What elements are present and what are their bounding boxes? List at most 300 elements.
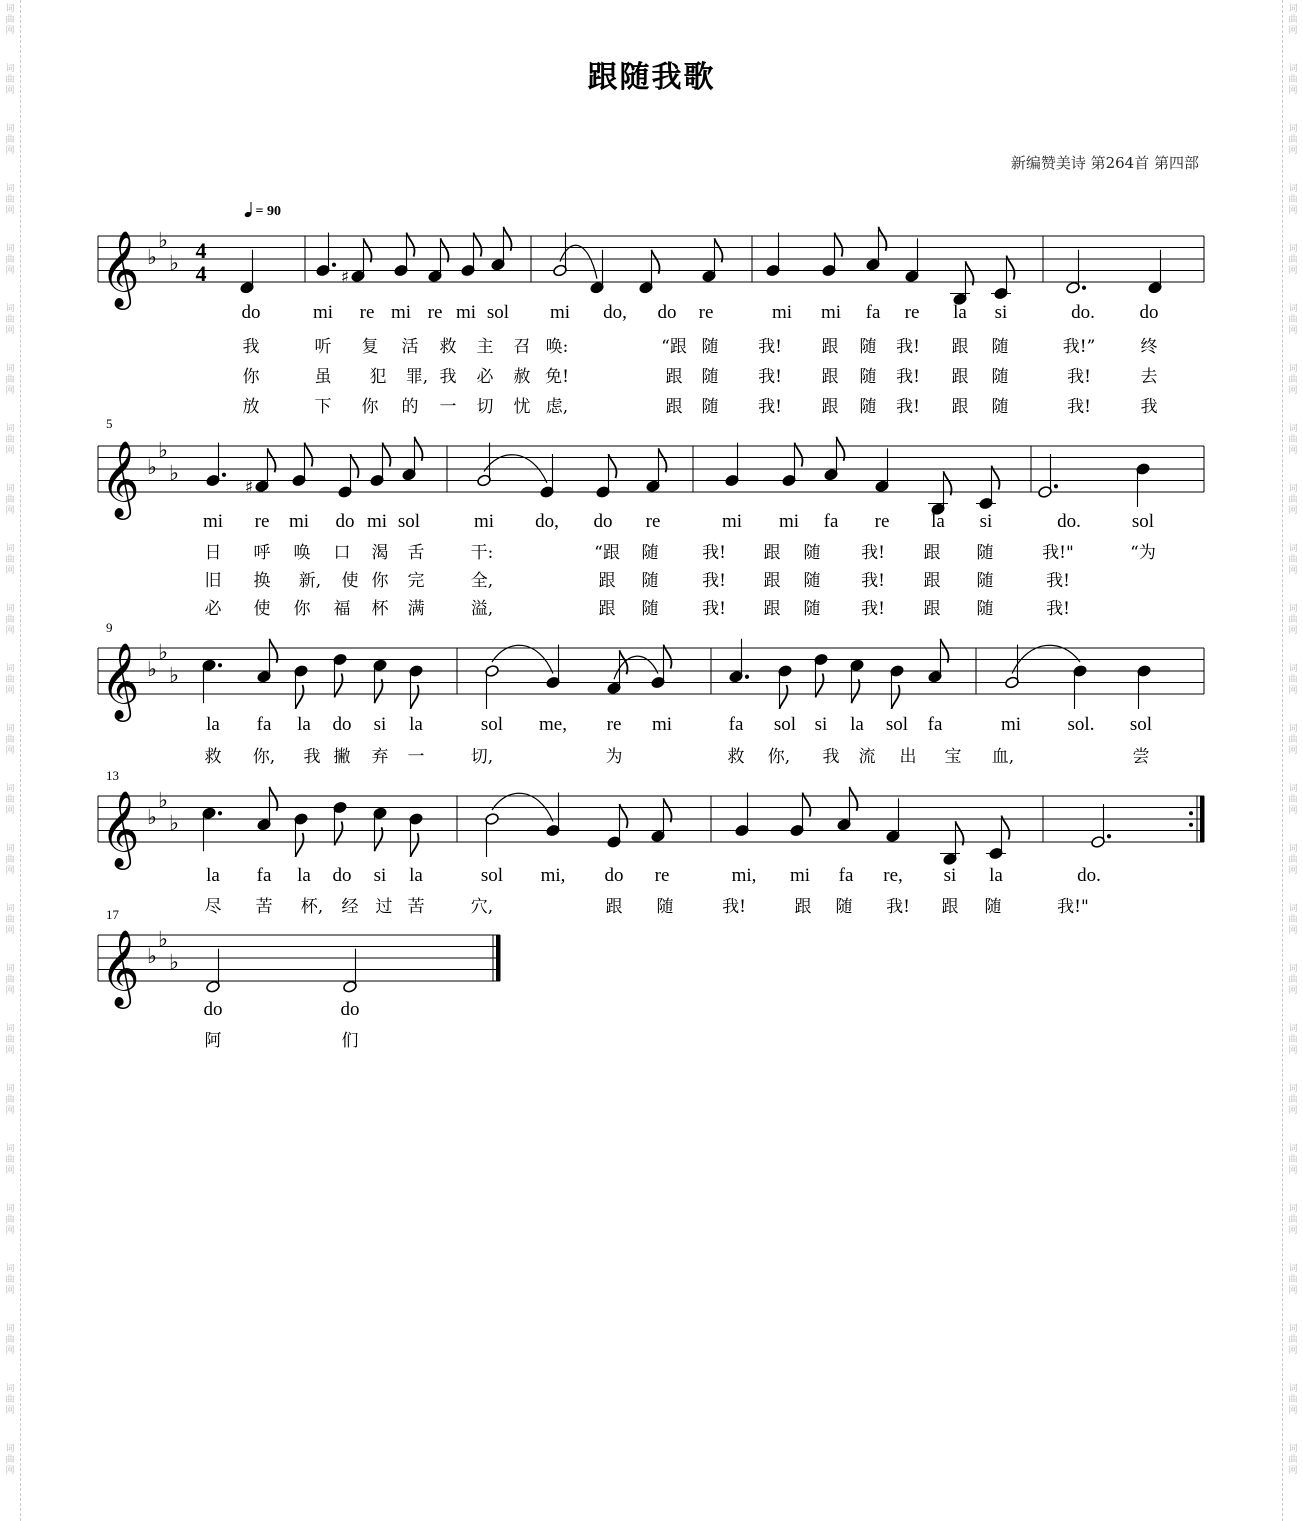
time-signature-bottom: 4 <box>195 261 207 286</box>
verse-1-syllable: 随 <box>656 897 674 917</box>
treble-clef-icon: 𝄞 <box>100 929 140 1006</box>
flat-icon: ♭ <box>158 437 168 462</box>
verse-1-syllable: 随 <box>803 543 821 563</box>
watermark-char: 曲 <box>1288 495 1298 505</box>
watermark-char: 网 <box>5 806 15 816</box>
solfa-syllable: fa <box>256 865 272 886</box>
measure-number: 17 <box>106 907 119 922</box>
watermark-char: 词 <box>5 1204 15 1214</box>
watermark-char: 曲 <box>1288 1155 1298 1165</box>
solfa-syllable: fa <box>823 511 839 532</box>
verse-2-syllable: 换 <box>253 571 271 591</box>
watermark-char: 曲 <box>5 435 15 445</box>
watermark-char: 曲 <box>1288 1455 1298 1465</box>
watermark-char: 曲 <box>5 1335 15 1345</box>
repeat-dot <box>1189 811 1193 815</box>
verse-2-syllable: 必 <box>476 367 494 387</box>
watermark-char: 曲 <box>5 975 15 985</box>
solfa-syllable: si <box>994 302 1008 323</box>
verse-2-syllable: 我 <box>439 367 457 387</box>
watermark-char: 曲 <box>1288 975 1298 985</box>
watermark-char: 曲 <box>5 255 15 265</box>
watermark-char: 曲 <box>1288 915 1298 925</box>
watermark-char: 曲 <box>5 735 15 745</box>
watermark-char: 曲 <box>1288 15 1298 25</box>
verse-3-syllable: 福 <box>333 599 351 619</box>
solfa-syllable: mi <box>778 511 800 532</box>
watermark-char: 网 <box>5 146 15 156</box>
watermark-char: 词 <box>5 1444 15 1454</box>
solfa-syllable: re <box>874 511 890 532</box>
verse-2-syllable: 我! <box>758 367 782 387</box>
song-title: 跟随我歌 <box>587 60 716 95</box>
watermark-char: 曲 <box>5 1095 15 1105</box>
watermark-char: 词 <box>1288 124 1298 134</box>
flat-icon: ♭ <box>158 227 168 252</box>
watermark-char: 词 <box>5 1324 15 1334</box>
solfa-syllable: do, <box>603 302 627 323</box>
watermark-char: 网 <box>1288 506 1298 516</box>
watermark-char: 词 <box>1288 1024 1298 1034</box>
verse-1-syllable: 救 <box>204 747 222 767</box>
watermark-char: 网 <box>1288 866 1298 876</box>
verse-1-syllable: 跟 <box>923 543 941 563</box>
verse-3-syllable: 切 <box>476 397 494 417</box>
watermark-char: 曲 <box>1288 375 1298 385</box>
solfa-syllable: do <box>1139 302 1159 323</box>
verse-1-syllable: 救 <box>727 747 745 767</box>
solfa-syllable: re <box>254 511 270 532</box>
watermark-char: 词 <box>1288 604 1298 614</box>
measure-number: 13 <box>106 768 119 783</box>
watermark-char: 曲 <box>5 555 15 565</box>
watermark-char: 曲 <box>1288 735 1298 745</box>
measure-number: 9 <box>106 620 113 635</box>
verse-2-syllable: 完 <box>407 571 425 591</box>
verse-1-syllable: 切, <box>470 747 494 767</box>
augmentation-dot <box>222 473 226 477</box>
hymnal-source: 新编赞美诗 第264首 第四部 <box>1010 154 1199 172</box>
verse-3-syllable: 随 <box>701 397 719 417</box>
flat-icon: ♭ <box>158 639 168 664</box>
verse-1-syllable: 随 <box>976 543 994 563</box>
verse-2-syllable: 跟 <box>923 571 941 591</box>
solfa-syllable: sol <box>480 714 504 735</box>
eighth-flag <box>780 685 788 709</box>
solfa-syllable: do. <box>1077 865 1101 886</box>
verse-2-syllable: 罪, <box>405 367 429 387</box>
verse-2-syllable: 犯 <box>369 367 387 387</box>
verse-1-syllable: 我! <box>886 897 910 917</box>
verse-3-syllable: 跟 <box>763 599 781 619</box>
flat-icon: ♭ <box>169 810 179 835</box>
sharp-icon: ♯ <box>340 267 350 288</box>
solfa-syllable: do. <box>1057 511 1081 532</box>
verse-2-syllable: 免! <box>545 367 569 387</box>
watermark-char: 词 <box>5 1264 15 1274</box>
watermark-char: 网 <box>5 1466 15 1476</box>
verse-3-syllable: 跟 <box>821 397 839 417</box>
final-thick-barline <box>1200 796 1205 842</box>
verse-2-syllable: 随 <box>991 367 1009 387</box>
verse-1-syllable: 为 <box>605 747 623 767</box>
watermark-char: 词 <box>5 4 15 14</box>
verse-3-syllable: 我! <box>861 599 885 619</box>
verse-1-syllable: 穴, <box>470 897 494 917</box>
verse-3-syllable: 随 <box>991 397 1009 417</box>
treble-clef-icon: 𝄞 <box>100 440 140 517</box>
verse-1-syllable: 终 <box>1140 337 1158 357</box>
watermark-char: 网 <box>1288 566 1298 576</box>
verse-1-syllable: 听 <box>314 337 332 357</box>
verse-2-syllable: 使 <box>341 571 359 591</box>
verse-1-syllable: 苦 <box>407 897 425 917</box>
verse-2-syllable: 我! <box>861 571 885 591</box>
flat-icon: ♭ <box>169 949 179 974</box>
solfa-syllable: re <box>645 511 661 532</box>
solfa-syllable: mi <box>1000 714 1022 735</box>
verse-3-syllable: 必 <box>204 599 222 619</box>
watermark-char: 网 <box>1288 1286 1298 1296</box>
solfa-syllable: la <box>297 714 311 735</box>
solfa-syllable: fa <box>838 865 854 886</box>
verse-2-syllable: 我! <box>896 367 920 387</box>
verse-3-syllable: 跟 <box>951 397 969 417</box>
solfa-syllable: la <box>850 714 864 735</box>
verse-2-syllable: 随 <box>641 571 659 591</box>
watermark-char: 曲 <box>1288 855 1298 865</box>
verse-1-syllable: 跟 <box>763 543 781 563</box>
verse-1-syllable: 跟 <box>794 897 812 917</box>
watermark-char: 词 <box>5 1144 15 1154</box>
verse-1-syllable: 呼 <box>253 543 271 563</box>
solfa-syllable: sol <box>1129 714 1153 735</box>
solfa-syllable: la <box>297 865 311 886</box>
solfa-syllable: la <box>989 865 1003 886</box>
watermark-char: 曲 <box>1288 1335 1298 1345</box>
watermark-char: 网 <box>1288 86 1298 96</box>
solfa-syllable: do <box>657 302 677 323</box>
watermark-char: 曲 <box>1288 435 1298 445</box>
verse-3-syllable: 我! <box>702 599 726 619</box>
watermark-char: 词 <box>1288 784 1298 794</box>
watermark-char: 网 <box>1288 1226 1298 1236</box>
verse-3-syllable: 的 <box>401 397 419 417</box>
watermark-char: 网 <box>1288 686 1298 696</box>
verse-1-syllable: 随 <box>984 897 1002 917</box>
watermark-char: 网 <box>1288 1046 1298 1056</box>
verse-1-syllable: 你, <box>252 747 276 767</box>
verse-1-syllable: 渴 <box>371 543 389 563</box>
verse-1-syllable: “跟 <box>594 543 620 563</box>
verse-1-syllable: 经 <box>341 897 359 917</box>
verse-3-syllable: 随 <box>859 397 877 417</box>
watermark-char: 网 <box>1288 206 1298 216</box>
solfa-syllable: do <box>203 999 223 1020</box>
watermark-char: 网 <box>1288 146 1298 156</box>
watermark-char: 词 <box>1288 244 1298 254</box>
watermark-char: 曲 <box>5 195 15 205</box>
watermark-char: 词 <box>1288 64 1298 74</box>
solfa-syllable: mi <box>288 511 310 532</box>
watermark-char: 曲 <box>1288 1215 1298 1225</box>
solfa-syllable: mi, <box>731 865 757 886</box>
verse-3-syllable: 使 <box>253 599 271 619</box>
verse-2-syllable: 你 <box>242 367 260 387</box>
watermark-char: 词 <box>1288 1204 1298 1214</box>
augmentation-dot <box>1107 834 1111 838</box>
verse-1-syllable: 一 <box>407 747 425 767</box>
watermark-char: 曲 <box>5 15 15 25</box>
solfa-syllable: re <box>654 865 670 886</box>
watermark-char: 词 <box>5 784 15 794</box>
watermark-char: 网 <box>5 266 15 276</box>
watermark-char: 词 <box>5 424 15 434</box>
verse-2-syllable: 跟 <box>821 367 839 387</box>
watermark-char: 网 <box>5 1106 15 1116</box>
watermark-char: 网 <box>5 326 15 336</box>
eighth-flag <box>296 685 304 709</box>
watermark-char: 词 <box>1288 844 1298 854</box>
watermark-char: 网 <box>1288 1406 1298 1416</box>
watermark-char: 曲 <box>1288 1275 1298 1285</box>
eighth-flag <box>296 833 304 857</box>
verse-3-syllable: 满 <box>407 599 425 619</box>
verse-3-syllable: 我! <box>896 397 920 417</box>
verse-1-syllable: 我! <box>758 337 782 357</box>
verse-3-syllable: 杯 <box>371 599 389 619</box>
verse-2-syllable: 随 <box>976 571 994 591</box>
solfa-syllable: mi <box>549 302 571 323</box>
watermark-char: 网 <box>5 1166 15 1176</box>
verse-3-syllable: 跟 <box>665 397 683 417</box>
solfa-syllable: fa <box>927 714 943 735</box>
watermark-char: 词 <box>5 1024 15 1034</box>
watermark-char: 曲 <box>5 1155 15 1165</box>
watermark-char: 词 <box>5 664 15 674</box>
watermark-char: 词 <box>5 964 15 974</box>
watermark-char: 曲 <box>5 1275 15 1285</box>
watermark-char: 网 <box>1288 1106 1298 1116</box>
verse-3-syllable: 你 <box>293 599 311 619</box>
solfa-syllable: mi <box>789 865 811 886</box>
verse-1-syllable: 随 <box>991 337 1009 357</box>
solfa-syllable: mi <box>366 511 388 532</box>
solfa-syllable: mi <box>312 302 334 323</box>
watermark-char: 曲 <box>1288 1395 1298 1405</box>
watermark-char: 词 <box>1288 1324 1298 1334</box>
verse-1-syllable: 口 <box>333 543 351 563</box>
watermark-char: 词 <box>5 904 15 914</box>
solfa-syllable: sol <box>773 714 797 735</box>
verse-1-syllable: 我! <box>722 897 746 917</box>
verse-2-syllable: 虽 <box>314 367 332 387</box>
watermark-char: 词 <box>1288 364 1298 374</box>
watermark-char: 词 <box>5 844 15 854</box>
treble-clef-icon: 𝄞 <box>100 642 140 719</box>
flat-icon: ♭ <box>147 455 157 479</box>
watermark-char: 曲 <box>1288 795 1298 805</box>
watermark-char: 网 <box>5 1046 15 1056</box>
verse-1-syllable: “跟 <box>661 337 687 357</box>
watermark-char: 曲 <box>5 795 15 805</box>
watermark-char: 网 <box>1288 1166 1298 1176</box>
watermark-char: 曲 <box>5 1455 15 1465</box>
verse-1-syllable: 出 <box>899 747 917 767</box>
verse-1-syllable: 日 <box>204 543 222 563</box>
watermark-char: 网 <box>5 86 15 96</box>
watermark-char: 词 <box>5 124 15 134</box>
watermark-char: 曲 <box>5 75 15 85</box>
verse-1-syllable: 我!" <box>1042 543 1074 563</box>
augmentation-dot <box>218 663 222 667</box>
verse-1-syllable: 宝 <box>944 747 962 767</box>
solfa-syllable: mi <box>473 511 495 532</box>
verse-3-syllable: 虑, <box>545 397 569 417</box>
verse-1-syllable: “为 <box>1130 543 1156 563</box>
watermark-char: 网 <box>5 1226 15 1236</box>
solfa-syllable: do, <box>535 511 559 532</box>
watermark-char: 词 <box>5 1384 15 1394</box>
sharp-icon: ♯ <box>244 477 254 498</box>
time-signature-top: 4 <box>195 238 207 263</box>
augmentation-dot <box>332 263 336 267</box>
watermark-char: 网 <box>1288 746 1298 756</box>
verse-3-syllable: 随 <box>641 599 659 619</box>
watermark-char: 网 <box>5 386 15 396</box>
watermark-char: 网 <box>5 506 15 516</box>
verse-2-syllable: 跟 <box>598 571 616 591</box>
watermark-char: 曲 <box>5 315 15 325</box>
flat-icon: ♭ <box>147 657 157 681</box>
solfa-syllable: sol. <box>1067 714 1095 735</box>
solfa-syllable: sol <box>480 865 504 886</box>
treble-clef-icon: 𝄞 <box>100 790 140 867</box>
watermark-char: 词 <box>5 1084 15 1094</box>
solfa-syllable: si <box>814 714 828 735</box>
solfa-syllable: re, <box>883 865 903 886</box>
eighth-flag <box>411 833 419 857</box>
watermark-char: 曲 <box>1288 75 1298 85</box>
flat-icon: ♭ <box>169 662 179 687</box>
verse-3-syllable: 跟 <box>598 599 616 619</box>
watermark-char: 词 <box>1288 664 1298 674</box>
solfa-syllable: la <box>206 714 220 735</box>
watermark-char: 曲 <box>1288 1095 1298 1105</box>
watermark-char: 词 <box>5 604 15 614</box>
watermark-char: 曲 <box>5 615 15 625</box>
watermark-char: 网 <box>5 1346 15 1356</box>
watermark-char: 网 <box>1288 626 1298 636</box>
verse-2-syllable: 我! <box>702 571 726 591</box>
watermark-char: 曲 <box>5 135 15 145</box>
watermark-char: 曲 <box>5 675 15 685</box>
watermark-char: 词 <box>1288 424 1298 434</box>
solfa-syllable: mi <box>202 511 224 532</box>
solfa-syllable: si <box>943 865 957 886</box>
watermark-char: 曲 <box>1288 555 1298 565</box>
watermark-char: 词 <box>5 364 15 374</box>
solfa-syllable: sol <box>1131 511 1155 532</box>
verse-2-syllable: 我! <box>1046 571 1070 591</box>
treble-clef-icon: 𝄞 <box>100 230 140 307</box>
watermark-char: 曲 <box>5 1395 15 1405</box>
verse-2-syllable: 跟 <box>951 367 969 387</box>
watermark-char: 词 <box>5 304 15 314</box>
flat-icon: ♭ <box>147 245 157 269</box>
watermark-char: 网 <box>5 26 15 36</box>
watermark-char: 曲 <box>1288 195 1298 205</box>
solfa-syllable: mi, <box>540 865 566 886</box>
solfa-syllable: re <box>427 302 443 323</box>
solfa-syllable: do. <box>1071 302 1095 323</box>
watermark-char: 网 <box>5 866 15 876</box>
solfa-syllable: re <box>359 302 375 323</box>
flat-icon: ♭ <box>158 926 168 951</box>
augmentation-dot <box>218 811 222 815</box>
tempo-bpm: = 90 <box>255 204 281 219</box>
watermark-char: 网 <box>5 746 15 756</box>
verse-1-syllable: 唤: <box>545 337 569 357</box>
verse-1-syllable: 杯, <box>300 897 324 917</box>
verse-1-syllable: 过 <box>375 897 393 917</box>
watermark-char: 网 <box>5 686 15 696</box>
watermark-char: 词 <box>1288 544 1298 554</box>
measure-number: 5 <box>106 416 113 431</box>
watermark-char: 网 <box>5 986 15 996</box>
watermark-char: 网 <box>1288 386 1298 396</box>
verse-3-syllable: 跟 <box>923 599 941 619</box>
verse-3-syllable: 我! <box>1067 397 1091 417</box>
repeat-dot <box>1189 823 1193 827</box>
watermark-char: 词 <box>5 484 15 494</box>
solfa-syllable: fa <box>865 302 881 323</box>
flat-icon: ♭ <box>147 805 157 829</box>
verse-2-syllable: 随 <box>859 367 877 387</box>
solfa-syllable: re <box>698 302 714 323</box>
verse-2-syllable: 跟 <box>763 571 781 591</box>
watermark-char: 网 <box>1288 986 1298 996</box>
verse-1-syllable: 弃 <box>371 747 389 767</box>
solfa-syllable: la <box>409 865 423 886</box>
verse-1-syllable: 救 <box>439 337 457 357</box>
final-thick-barline <box>496 935 501 981</box>
watermark-char: 曲 <box>1288 315 1298 325</box>
verse-3-syllable: 下 <box>314 397 332 417</box>
solfa-syllable: fa <box>728 714 744 735</box>
verse-3-syllable: 忧 <box>513 397 531 417</box>
verse-2-syllable: 新, <box>298 571 322 591</box>
solfa-syllable: fa <box>256 714 272 735</box>
watermark-char: 网 <box>5 926 15 936</box>
watermark-char: 网 <box>1288 446 1298 456</box>
watermark-char: 曲 <box>1288 1035 1298 1045</box>
verse-2-syllable: 跟 <box>665 367 683 387</box>
verse-1-syllable: 干: <box>470 543 494 563</box>
watermark-char: 网 <box>5 566 15 576</box>
verse-1-syllable: 撇 <box>333 747 351 767</box>
verse-1-syllable: 我! <box>896 337 920 357</box>
watermark-char: 网 <box>5 1406 15 1416</box>
eighth-flag <box>411 685 419 709</box>
watermark-char: 词 <box>1288 1444 1298 1454</box>
verse-1-syllable: 苦 <box>255 897 273 917</box>
verse-2-syllable: 赦 <box>513 367 531 387</box>
solfa-syllable: la <box>409 714 423 735</box>
verse-1-syllable: 我!" <box>1057 897 1089 917</box>
watermark-char: 曲 <box>1288 135 1298 145</box>
watermark-char: 词 <box>1288 1264 1298 1274</box>
